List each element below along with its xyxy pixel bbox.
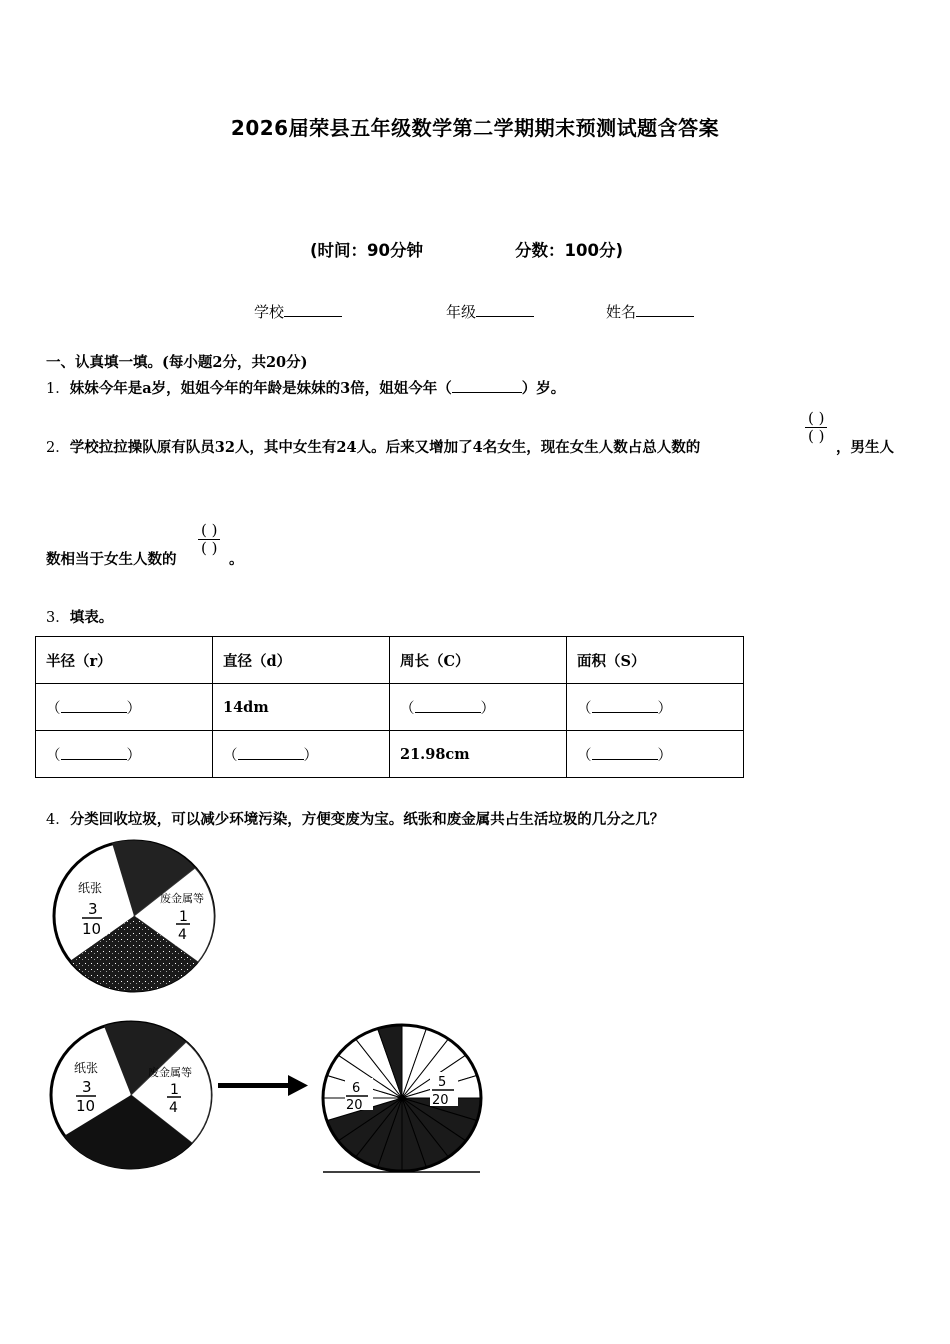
cell-diameter: 14dm [213,684,390,731]
question-3: 3．填表。 [46,609,114,626]
pie-3-left-num: 6 [352,1081,361,1096]
pie-2-paper-den: 10 [76,1097,96,1115]
q2-line2-end: 。 [229,551,244,568]
question-2-line-2: 数相当于女生人数的 [46,551,177,568]
pie-2-paper-label: 纸张 [74,1061,99,1075]
pie-chart-3 [318,1020,483,1178]
page-title: 2026届荣县五年级数学第二学期期末预测试题含答案 [230,116,720,140]
exam-score: 分数：100分) [515,241,623,260]
pie-3-left-den: 20 [346,1098,363,1113]
question-2: 2．学校拉拉操队原有队员32人，其中女生有24人。后来又增加了4名女生，现在女生人数占总人数的 [46,439,701,456]
arrow-icon [218,1075,310,1097]
table-row [36,684,744,731]
header-radius: 半径（r） [36,637,213,684]
pie-3-right-num: 5 [438,1075,447,1090]
header-area: 面积（S） [567,637,744,684]
q1-answer-blank[interactable] [452,380,522,393]
blank-cell[interactable]: （ ） [36,731,213,778]
grade-field[interactable] [446,301,534,322]
pie-3-right-den: 20 [432,1093,449,1108]
pie-2-paper-num: 3 [82,1078,92,1096]
header-diameter: 直径（d） [213,637,390,684]
circle-table [35,636,744,778]
pie-chart-1 [48,836,220,998]
pie-1-metal-label: 废金属等 [160,892,204,905]
q2-fraction-1[interactable]: $\frac{( )}{( )}$ [805,410,827,445]
name-label: 姓名 [606,303,637,321]
table-row [36,731,744,778]
blank-cell[interactable]: （ ） [567,731,744,778]
pie-1-metal-den: 4 [178,927,187,943]
blank-cell[interactable]: （ ） [390,684,567,731]
exam-time: (时间：90分钟 [310,241,424,260]
header-circumference: 周长（C） [390,637,567,684]
pie-1-paper-den: 10 [82,920,102,938]
cell-circumference: 21.98cm [390,731,567,778]
question-1: 1．妹妹今年是a岁，姐姐今年的年龄是妹妹的3倍，姐姐今年（ ）岁。 [46,380,566,397]
school-label: 学校 [254,303,285,321]
school-field[interactable] [254,301,342,322]
pie-2-metal-num: 1 [170,1082,179,1098]
pie-2-metal-den: 4 [169,1100,178,1116]
pie-chart-2 [46,1018,216,1173]
grade-label: 年级 [446,303,477,321]
pie-2-metal-label: 废金属等 [148,1066,192,1079]
section-heading: 一、认真填一填。(每小题2分，共20分) [46,354,308,371]
blank-cell[interactable]: （ ） [213,731,390,778]
q2-text-end: ，男生人 [836,439,894,456]
pie-1-metal-num: 1 [179,909,188,925]
pie-1-paper-label: 纸张 [78,881,103,895]
q2-fraction-2[interactable]: $\frac{( )}{( )}$ [198,522,220,557]
table-header-row [36,637,744,684]
blank-cell[interactable]: （ ） [567,684,744,731]
pie-1-paper-num: 3 [88,900,98,918]
name-field[interactable] [606,301,694,322]
blank-cell[interactable]: （ ） [36,684,213,731]
question-4: 4．分类回收垃圾，可以减少环境污染，方便变废为宝。纸张和废金属共占生活垃圾的几分之几？ [46,811,665,828]
